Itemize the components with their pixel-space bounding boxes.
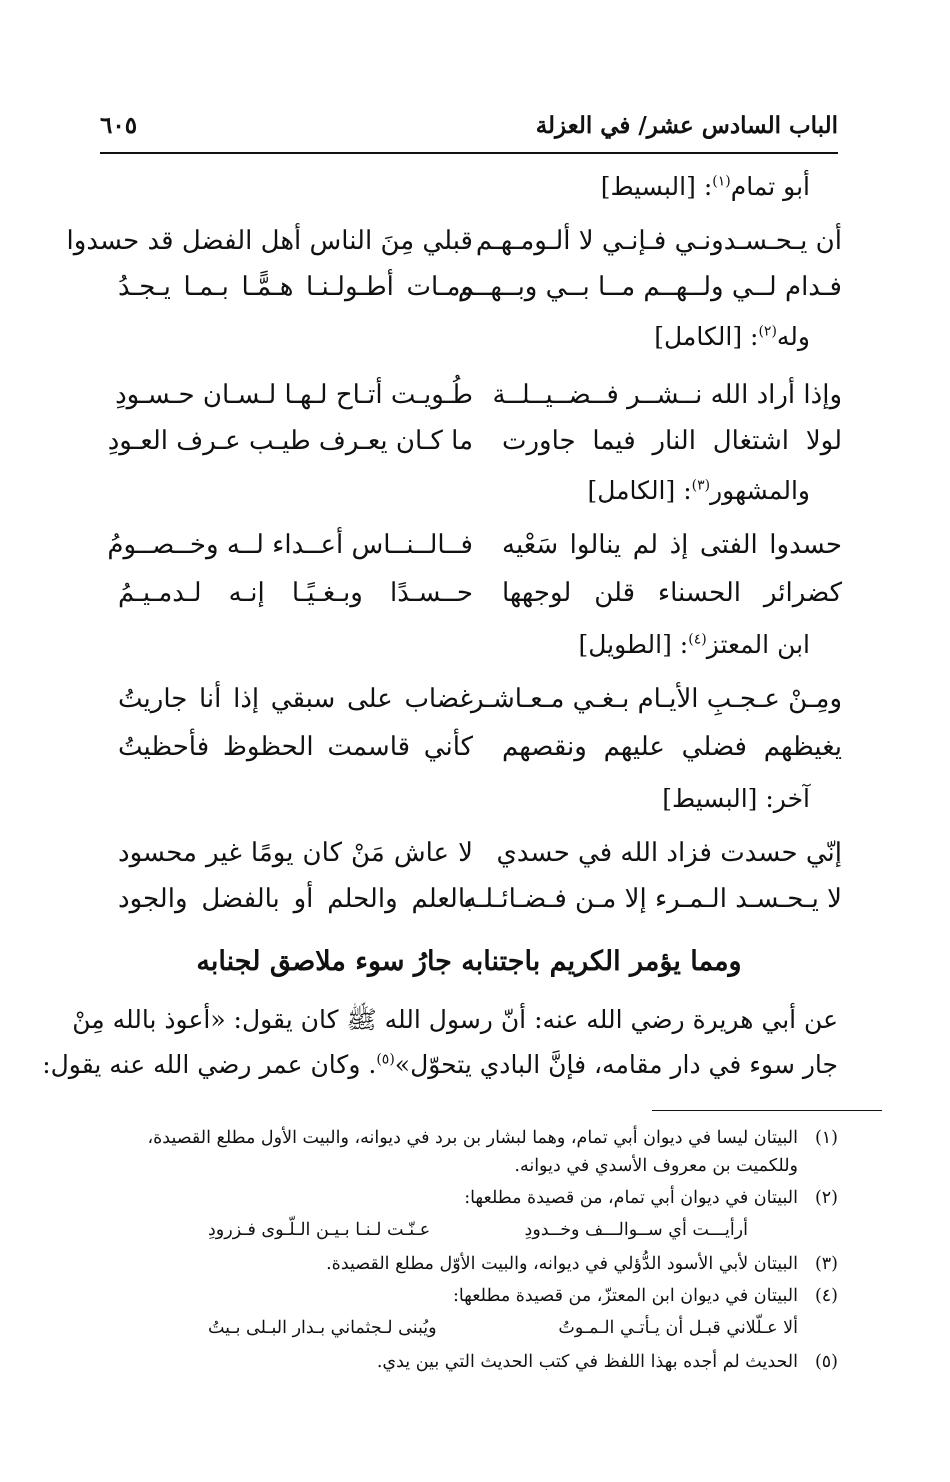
poem-intro: وله$^{(٢)}$: [الكامل] <box>654 322 810 351</box>
footnote-ref: (٥) <box>376 1051 395 1068</box>
verse-first-hemistich: يغيظهم فضلي عليهم ونقصهم <box>502 732 842 762</box>
footnote-number: (١) <box>814 1128 838 1148</box>
verse-line <box>107 530 842 574</box>
verse-second-hemistich: ومـات أطـولـنـا هـمًّـا بـمـا يـجـدُ <box>118 272 473 302</box>
running-header <box>100 112 838 150</box>
poem-intro: ابن المعتز$^{(٤)}$: [الطويل] <box>578 630 810 659</box>
footnote: (١)البيتان ليسا في ديوان أبي تمام، وهما لبشار بن برد في ديوانه، والبيت الأول مطلع القصيدة، <box>147 1128 838 1148</box>
footnote: (٢)البيتان في ديوان أبي تمام، من قصيدة مطلعها: <box>464 1188 838 1208</box>
body-paragraph-line: عن أبي هريرة رضي الله عنه: أنّ رسول الله ﷺ كان يقول: «أعوذ بالله مِنْ <box>72 1005 838 1034</box>
chapter-title: الباب السادس عشر/ في العزلة <box>535 112 838 139</box>
verse-first-hemistich: فـدام لــي ولــهــم مــا بــي وبــهــم <box>457 272 842 302</box>
verse-first-hemistich: وإذا أراد الله نــشــر فــضــيــلــة <box>492 380 842 410</box>
footnote-ref: (١) <box>712 173 731 190</box>
verse-line <box>118 838 842 882</box>
verse-first-hemistich: أن يـحـسـدونـي فـإنـي لا ألـومـهـم <box>475 226 842 256</box>
verse-line <box>118 684 842 728</box>
footnote-rule <box>652 1110 882 1111</box>
body-paragraph-line: جار سوء في دار مقامه، فإنَّ البادي يتحوّل»$^{(٥)}$. وكان عمر رضي الله عنه يقول: <box>42 1050 838 1079</box>
verse-line <box>66 226 842 270</box>
footnote-verse-first-hemistich: ألا عـلّلاني قبـل أن يـأتـي الـمـوتُ <box>558 1318 798 1338</box>
verse-line <box>118 732 842 776</box>
footnote-number: (٥) <box>814 1352 838 1372</box>
verse-line <box>107 426 842 470</box>
poem-intro: آخر: [البسيط] <box>662 784 810 813</box>
verse-line <box>118 272 842 316</box>
verse-line <box>118 578 842 622</box>
footnote-ref: (٣) <box>691 477 711 494</box>
verse-second-hemistich: كأني قاسمت الحظوظ فأحظيتُ <box>118 732 473 762</box>
verse-first-hemistich: ومِـنْ عـجـبِ الأيـام بـغـي مـعـاشـر <box>471 684 842 714</box>
footnote-number: (٤) <box>814 1286 838 1306</box>
verse-line <box>115 380 842 424</box>
footnote-number: (٣) <box>814 1254 838 1274</box>
footnote: (٥)الحديث لم أجده بهذا اللفظ في كتب الحديث التي بين يدي. <box>376 1352 838 1372</box>
footnote-verse-first-hemistich: أرأيـــت أي ســوالـــف وخــدودِ <box>524 1220 748 1240</box>
verse-second-hemistich: لا عاش مَنْ كان يومًا غير محسود <box>118 838 473 868</box>
header-rule <box>100 152 838 154</box>
poem-intro: أبو تمام$^{(١)}$: [البسيط] <box>600 172 810 201</box>
verse-second-hemistich: غضاب على سبقي إذا أنا جاريتُ <box>118 684 473 714</box>
verse-first-hemistich: لولا اشتغال النار فيما جاورت <box>502 426 842 456</box>
verse-second-hemistich: طُـويـت أتـاح لـهـا لـسـان حـسـودِ <box>115 380 473 410</box>
verse-line <box>118 884 842 928</box>
poem-intro: والمشهور$^{(٣)}$: [الكامل] <box>587 476 810 505</box>
footnote-verse-second-hemistich: عـنّـت لـنـا بـيـن الـلّـوى فـزرودِ <box>208 1220 431 1240</box>
verse-second-hemistich: قبلي مِنَ الناس أهل الفضل قد حسدوا <box>66 226 473 256</box>
page-number: ٦٠٥ <box>100 112 138 139</box>
verse-first-hemistich: إنّي حسدت فزاد الله في حسدي <box>496 838 842 868</box>
footnote-continuation: وللكميت بن معروف الأسدي في ديوانه. <box>514 1156 798 1176</box>
footnote: (٤)البيتان في ديوان ابن المعتزّ، من قصيدة مطلعها: <box>452 1286 838 1306</box>
section-heading: ومما يؤمر الكريم باجتنابه جارُ سوء ملاصق لجنابه <box>196 946 742 977</box>
footnote-ref: (٢) <box>758 323 777 340</box>
footnote-verse-second-hemistich: ويُبنى لـجثماني بـدار البـلى بـيتُ <box>208 1318 437 1338</box>
verse-second-hemistich: بالعلم والحلم أو بالفضل والجود <box>118 884 473 914</box>
footnote-ref: (٤) <box>688 631 707 648</box>
footnote: (٣)البيتان لأبي الأسود الدُّؤلي في ديوانه، والبيت الأوّل مطلع القصيدة. <box>326 1254 838 1274</box>
verse-second-hemistich: حــسـدًا وبـغـيًـا إنـه لـدمـيـمُ <box>118 578 473 608</box>
footnote-number: (٢) <box>814 1188 838 1208</box>
verse-second-hemistich: فــالــنــاس أعــداء لــه وخــصــومُ <box>107 530 473 560</box>
verse-second-hemistich: ما كـان يعـرف طيـب عـرف العـودِ <box>107 426 473 456</box>
verse-first-hemistich: لا يـحـسـد الـمـرء إلا مـن فـضـائـلـه <box>463 884 842 914</box>
verse-first-hemistich: كضرائر الحسناء قلن لوجهها <box>502 578 842 608</box>
verse-first-hemistich: حسدوا الفتى إذ لم ينالوا سَعْيه <box>502 530 842 560</box>
